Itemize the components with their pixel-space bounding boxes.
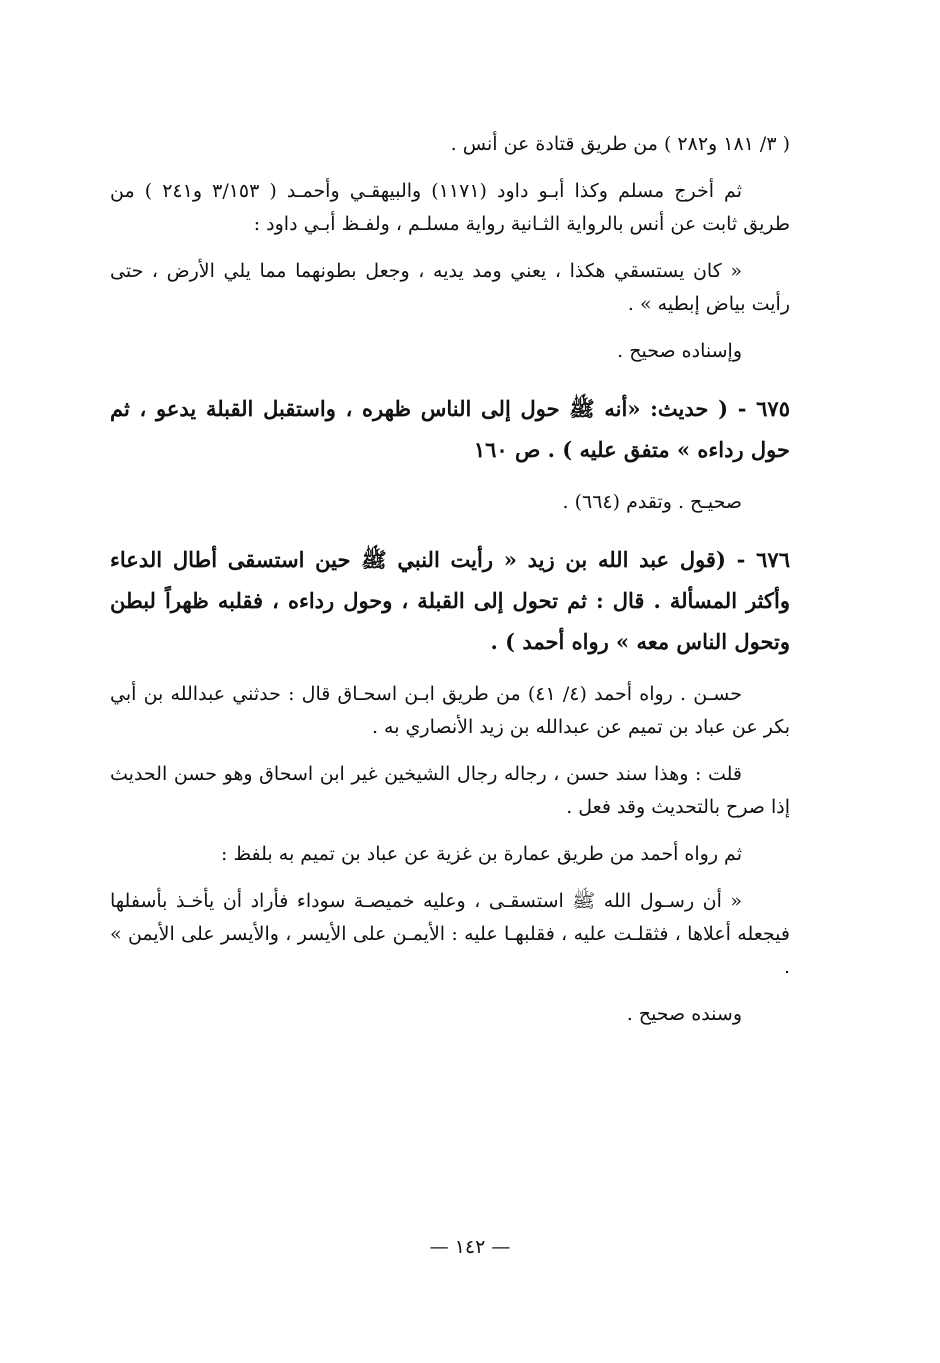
paragraph-ahmad-umara: ثم رواه أحمد من طريق عمارة بن غزية عن عباد بن تميم به بلفظ : <box>221 843 742 865</box>
hadith-675: ٦٧٥ - ( حديث: «أنه ﷺ حول إلى الناس ظهره ، واستقبل القبلة يدعو ، ثم حول رداءه » متفق عليه ) . ص ١٦٠ <box>110 396 790 462</box>
paragraph-hasan-ahmad: حسـن . رواه أحمد (٤/ ٤١) من طريق ابـن اسحـاق قال : حدثني عبدالله بن أبي بكر عن عباد بن تميم عن عبدالله بن زيد الأنصاري به . <box>110 683 790 738</box>
paragraph-source-citation: ( ٣/ ١٨١ و٢٨٢ ) من طريق قتادة عن أنس . <box>450 133 790 155</box>
paragraph-isnad-sahih: وإسناده صحيح . <box>617 340 742 362</box>
paragraph-sanad-sahih: وسنده صحيح . <box>626 1003 742 1025</box>
paragraph-qultu: قلت : وهذا سند حسن ، رجاله رجال الشيخين غير ابن اسحاق وهو حسن الحديث إذا صرح بالتحديث وقد فعل . <box>110 763 790 818</box>
paragraph-sahih-taqaddam: صحيـح . وتقدم (٦٦٤) . <box>562 491 742 513</box>
hadith-676: ٦٧٦ - (قول عبد الله بن زيد « رأيت النبي ﷺ حين استسقى أطال الدعاء وأكثر المسألة . قال : ثم تحول إلى القبلة ، وحول رداءه ، فقلبه ظهراً لبطن وتحول الناس معه » رواه أحمد ) . <box>110 547 790 654</box>
page-body <box>110 128 790 1045</box>
paragraph-quote-khamisa: « أن رسـول الله ﷺ استسقـى ، وعليه خميصـة سوداء فأراد أن يأخـذ بأسفلها فيجعله أعلاها ، فثقلـت عليه ، فقلبهـا عليه : الأيمـن على الأيسر ، والأيسر على الأيمن » . <box>110 890 790 978</box>
paragraph-muslim-abudawud: ثم أخرج مسلم وكذا أبـو داود (١١٧١) والبيهقـي وأحمـد ( ٣/١٥٣ و٢٤١ ) من طريق ثابت عن أنس بالرواية الثـانية رواية مسلـم ، ولفـظ أبـي داود : <box>110 180 790 235</box>
paragraph-quote-istisqa: « كان يستسقي هكذا ، يعني ومد يديه ، وجعل بطونهما مما يلي الأرض ، حتى رأيت بياض إبطيه » . <box>110 260 790 315</box>
page-number: — ١٤٢ — <box>429 1236 511 1258</box>
